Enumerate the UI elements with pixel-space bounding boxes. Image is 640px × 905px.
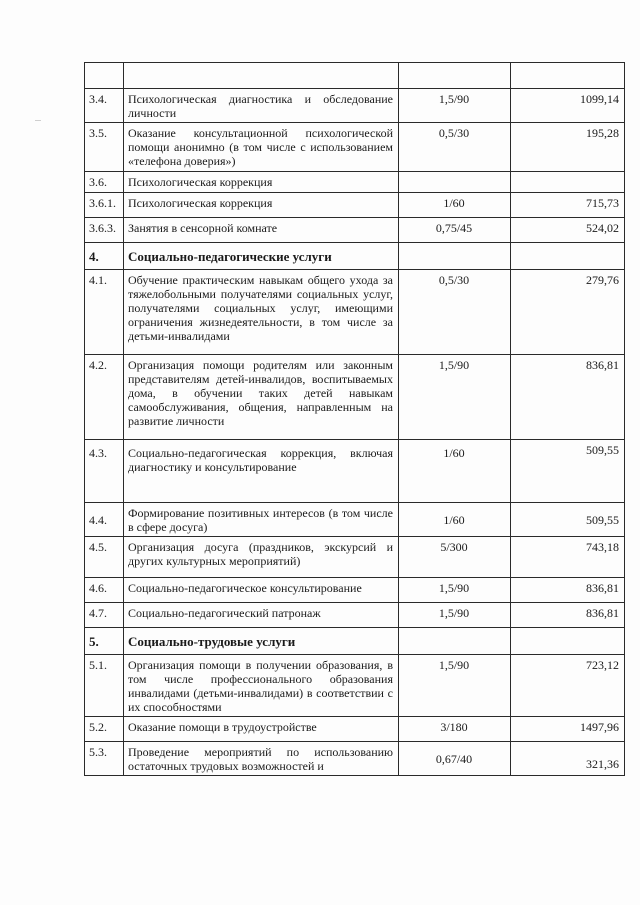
service-name: Организация помощи родителям или законным представителям детей-инвалидов, воспитываемых дома, в обучении таких детей навыкам самообслуживания, общения, направленным на развитие личности <box>124 355 399 440</box>
row-number: 4.1. <box>85 270 124 355</box>
row-number: 3.4. <box>85 89 124 123</box>
row-number: 4.4. <box>85 503 124 537</box>
service-name: Занятия в сенсорной комнате <box>124 218 399 243</box>
time-norm: 0,5/30 <box>399 270 511 355</box>
service-price: 723,12 <box>511 655 625 717</box>
scan-mark <box>35 120 41 121</box>
service-name <box>124 63 399 89</box>
row-number: 5.3. <box>85 742 124 776</box>
services-table-body <box>85 63 625 776</box>
row-number: 3.6.1. <box>85 193 124 218</box>
time-norm: 1,5/90 <box>399 578 511 603</box>
table-row <box>85 193 625 218</box>
time-norm: 1/60 <box>399 440 511 503</box>
service-price <box>511 628 625 655</box>
blank-row <box>85 63 625 89</box>
time-norm: 3/180 <box>399 717 511 742</box>
services-table <box>84 62 625 776</box>
row-number: 4.7. <box>85 603 124 628</box>
time-norm: 1,5/90 <box>399 355 511 440</box>
service-name: Психологическая диагностика и обследование личности <box>124 89 399 123</box>
section-row <box>85 243 625 270</box>
row-number: 3.6.3. <box>85 218 124 243</box>
service-name: Социально-трудовые услуги <box>124 628 399 655</box>
service-price <box>511 243 625 270</box>
service-price: 836,81 <box>511 603 625 628</box>
time-norm: 0,75/45 <box>399 218 511 243</box>
row-number: 3.5. <box>85 123 124 172</box>
row-number: 5. <box>85 628 124 655</box>
service-name: Оказание консультационной психологической помощи анонимно (в том числе с использованием «телефона доверия») <box>124 123 399 172</box>
service-price: 1099,14 <box>511 89 625 123</box>
service-name: Социально-педагогическое консультирование <box>124 578 399 603</box>
section-row <box>85 628 625 655</box>
row-number: 4.3. <box>85 440 124 503</box>
service-name: Оказание помощи в трудоустройстве <box>124 717 399 742</box>
table-row <box>85 603 625 628</box>
service-price: 1497,96 <box>511 717 625 742</box>
row-number: 4.5. <box>85 537 124 578</box>
service-price: 195,28 <box>511 123 625 172</box>
table-row <box>85 172 625 193</box>
row-number: 4. <box>85 243 124 270</box>
row-number: 3.6. <box>85 172 124 193</box>
table-row <box>85 655 625 717</box>
time-norm: 0,5/30 <box>399 123 511 172</box>
table-row <box>85 89 625 123</box>
service-name: Психологическая коррекция <box>124 172 399 193</box>
table-row <box>85 503 625 537</box>
service-name: Социально-педагогическая коррекция, включая диагностику и консультирование <box>124 440 399 503</box>
service-name: Организация досуга (праздников, экскурсий и других культурных мероприятий) <box>124 537 399 578</box>
table-row <box>85 440 625 503</box>
service-price <box>511 172 625 193</box>
service-price: 321,36 <box>511 742 625 776</box>
time-norm: 0,67/40 <box>399 742 511 776</box>
row-number: 4.2. <box>85 355 124 440</box>
row-number: 5.2. <box>85 717 124 742</box>
service-price <box>511 63 625 89</box>
table-row <box>85 270 625 355</box>
time-norm: 5/300 <box>399 537 511 578</box>
row-number: 5.1. <box>85 655 124 717</box>
time-norm <box>399 63 511 89</box>
service-price: 836,81 <box>511 578 625 603</box>
table-row <box>85 537 625 578</box>
service-price: 509,55 <box>511 503 625 537</box>
table-row <box>85 742 625 776</box>
time-norm: 1/60 <box>399 193 511 218</box>
service-price: 279,76 <box>511 270 625 355</box>
time-norm <box>399 243 511 270</box>
service-price: 743,18 <box>511 537 625 578</box>
service-price: 524,02 <box>511 218 625 243</box>
service-price: 715,73 <box>511 193 625 218</box>
service-name: Психологическая коррекция <box>124 193 399 218</box>
service-name: Социально-педагогический патронаж <box>124 603 399 628</box>
service-price: 509,55 <box>511 440 625 503</box>
time-norm <box>399 628 511 655</box>
row-number <box>85 63 124 89</box>
service-name: Организация помощи в получении образования, в том числе профессионального образования инвалидами (детьми-инвалидами) в соответствии с их способностями <box>124 655 399 717</box>
service-name: Проведение мероприятий по использованию остаточных трудовых возможностей и <box>124 742 399 776</box>
time-norm: 1,5/90 <box>399 655 511 717</box>
time-norm: 1/60 <box>399 503 511 537</box>
service-name: Обучение практическим навыкам общего ухода за тяжелобольными получателями социальных услуг, получателями социальных услуг, имеющими ограничения жизнедеятельности, в том числе за детьми-инвалидами <box>124 270 399 355</box>
table-row <box>85 123 625 172</box>
table-row <box>85 717 625 742</box>
table-row <box>85 218 625 243</box>
table-row <box>85 578 625 603</box>
service-name: Социально-педагогические услуги <box>124 243 399 270</box>
service-price: 836,81 <box>511 355 625 440</box>
service-name: Формирование позитивных интересов (в том числе в сфере досуга) <box>124 503 399 537</box>
time-norm <box>399 172 511 193</box>
time-norm: 1,5/90 <box>399 89 511 123</box>
table-row <box>85 355 625 440</box>
time-norm: 1,5/90 <box>399 603 511 628</box>
row-number: 4.6. <box>85 578 124 603</box>
